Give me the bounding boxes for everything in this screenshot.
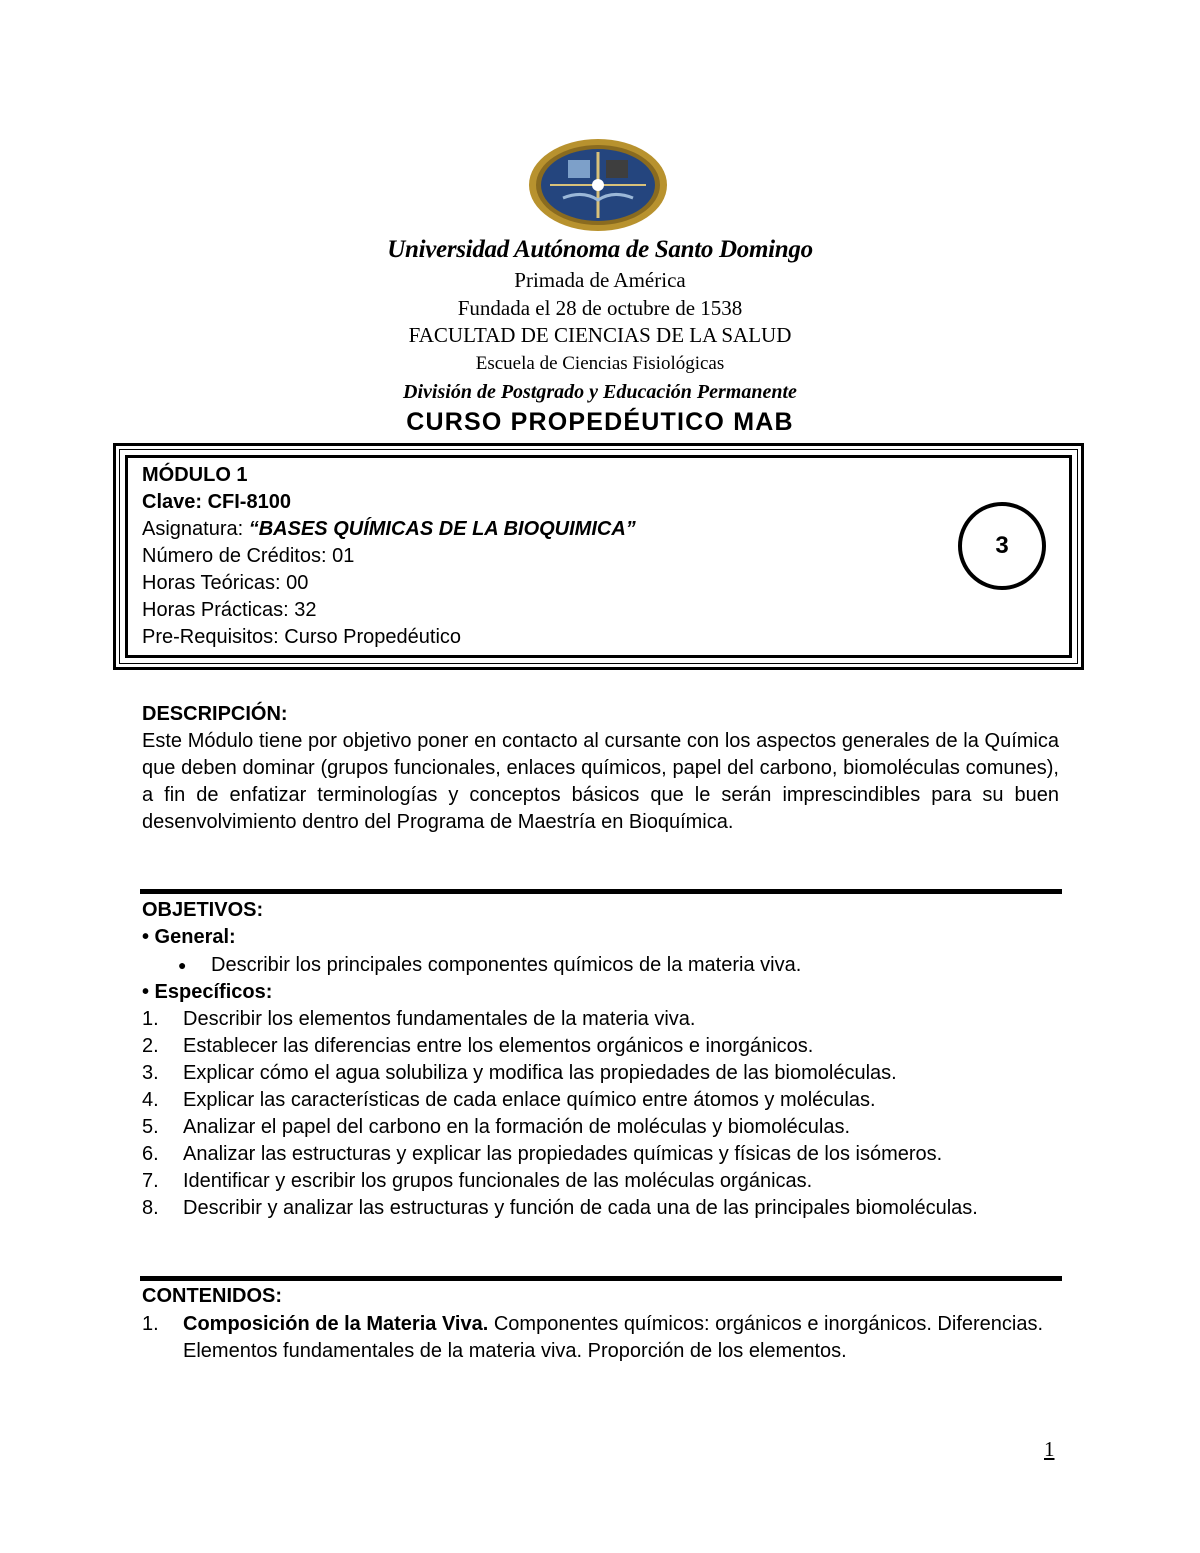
objective-number: 3. (142, 1062, 159, 1084)
module-prerequisitos: Pre-Requisitos: Curso Propedéutico (142, 626, 462, 648)
section-divider (140, 889, 1062, 894)
objetivos-general-item: Describir los principales componentes químicos de la materia viva. (211, 954, 802, 976)
objective-text: Describir y analizar las estructuras y función de cada una de las principales biomoléculas. (183, 1197, 978, 1219)
faculty-name: FACULTAD DE CIENCIAS DE LA SALUD (408, 323, 792, 347)
objective-number: 6. (142, 1143, 159, 1165)
module-horas-practicas: Horas Prácticas: 32 (142, 599, 317, 621)
module-label: MÓDULO 1 (142, 464, 248, 486)
division-name: División de Postgrado y Educación Permanente (403, 381, 797, 403)
module-clave: Clave: CFI-8100 (142, 491, 291, 513)
founded-date: Fundada el 28 de octubre de 1538 (457, 296, 743, 320)
objetivos-title: OBJETIVOS: (142, 899, 264, 921)
objective-text: Describir los elementos fundamentales de la materia viva. (183, 1008, 696, 1030)
asignatura-prefix: Asignatura: (142, 518, 249, 540)
module-number-circle: 3 (958, 502, 1046, 590)
university-name: Universidad Autónoma de Santo Domingo (387, 236, 813, 263)
objective-number: 7. (142, 1170, 159, 1192)
university-seal-logo (528, 138, 668, 232)
objective-number: 2. (142, 1035, 159, 1057)
page-number: 1 (1044, 1437, 1055, 1461)
school-name: Escuela de Ciencias Fisiológicas (475, 353, 725, 374)
bullet-icon: ● (178, 957, 187, 973)
objective-number: 8. (142, 1197, 159, 1219)
module-creditos: Número de Créditos: 01 (142, 545, 355, 567)
descripcion-title: DESCRIPCIÓN: (142, 703, 288, 725)
module-horas-teoricas: Horas Teóricas: 00 (142, 572, 309, 594)
module-info (142, 462, 636, 651)
objective-number: 4. (142, 1089, 159, 1111)
university-subtitle: Primada de América (514, 268, 686, 292)
descripcion-text: Este Módulo tiene por objetivo poner en contacto al cursante con los aspectos generales de la Química que deben dominar (grupos funcionales, enlaces químicos, papel del carbono, biomoléculas comunes), a fin de enfatizar terminologías y conceptos básicos que le serán imprescindibles para su buen desenvolvimiento dentro del Programa de Maestría en Bioquímica. (142, 730, 1059, 833)
contenidos-title: CONTENIDOS: (142, 1285, 282, 1307)
objective-text: Analizar el papel del carbono en la formación de moléculas y biomoléculas. (183, 1116, 851, 1138)
objective-text: Analizar las estructuras y explicar las propiedades químicas y físicas de los isómeros. (183, 1143, 943, 1165)
content-item (183, 1311, 1059, 1365)
objective-number: 1. (142, 1008, 159, 1030)
section-divider (140, 1276, 1062, 1281)
objetivos-general-label: • General: (142, 926, 236, 948)
asignatura-value: “BASES QUÍMICAS DE LA BIOQUIMICA” (248, 518, 636, 540)
module-asignatura (142, 516, 636, 543)
course-title: CURSO PROPEDÉUTICO MAB (406, 408, 794, 436)
objective-number: 5. (142, 1116, 159, 1138)
objective-text: Establecer las diferencias entre los elementos orgánicos e inorgánicos. (183, 1035, 814, 1057)
content-item-heading: Composición de la Materia Viva. (183, 1313, 489, 1335)
content-number: 1. (142, 1313, 159, 1335)
objective-text: Explicar las características de cada enlace químico entre átomos y moléculas. (183, 1089, 876, 1111)
content-item-text: Componentes químicos: orgánicos e inorgánicos. Diferencias. Elementos fundamentales de la materia viva. Proporción de los elementos. (183, 1313, 1044, 1362)
objective-text: Explicar cómo el agua solubiliza y modifica las propiedades de las biomoléculas. (183, 1062, 897, 1084)
objetivos-especificos-label: • Específicos: (142, 981, 273, 1003)
objective-text: Identificar y escribir los grupos funcionales de las moléculas orgánicas. (183, 1170, 813, 1192)
